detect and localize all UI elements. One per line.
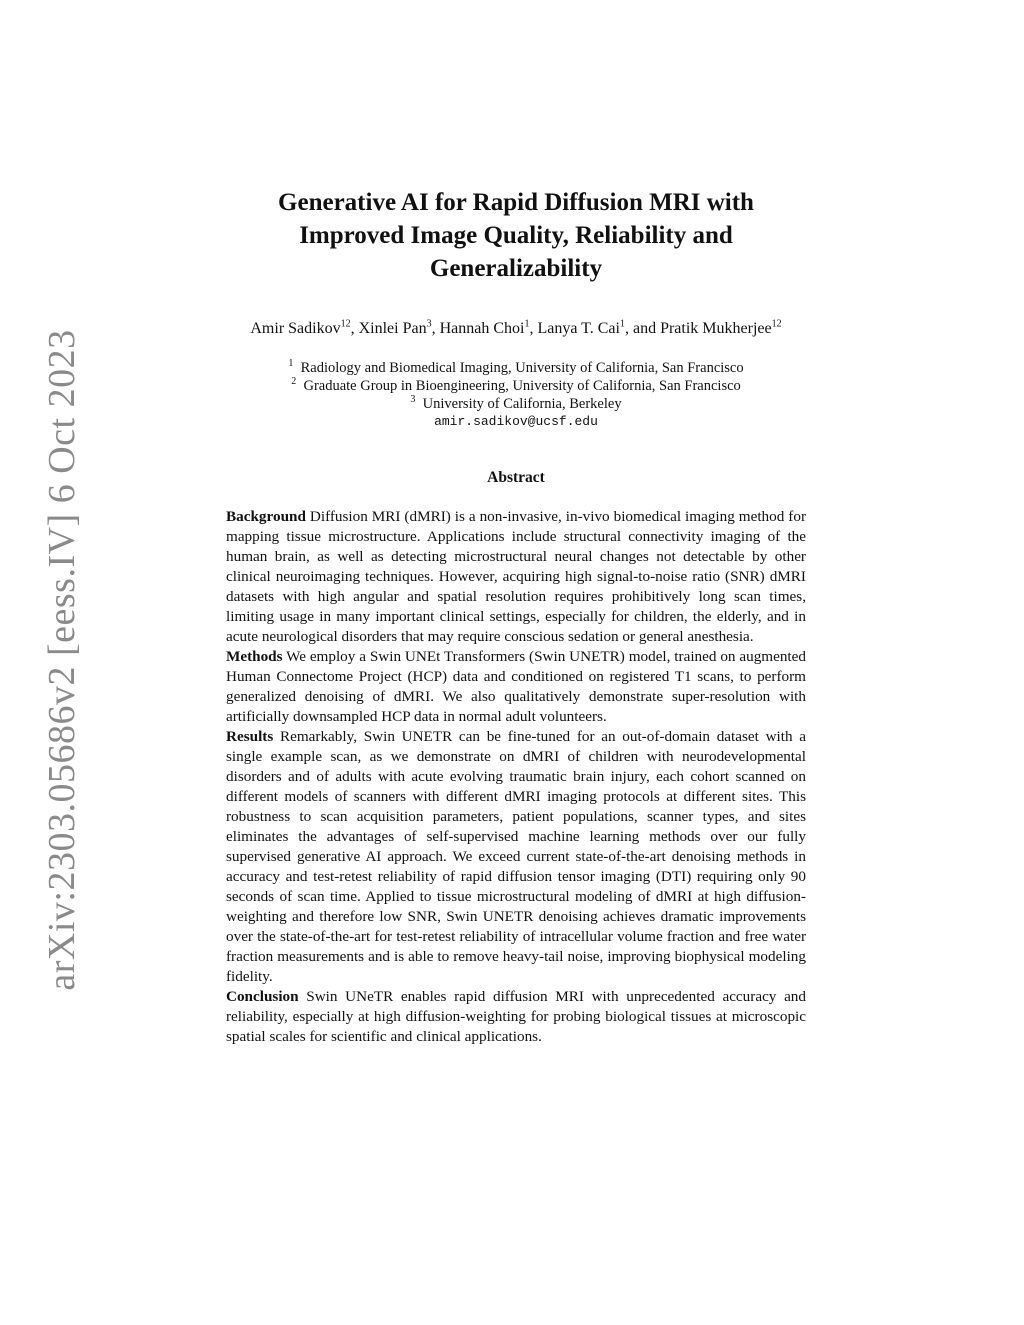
author-name: Lanya T. Cai xyxy=(537,320,620,337)
abstract-paragraph-conclusion: Conclusion Swin UNeTR enables rapid diffusion MRI with unprecedented accuracy and reliability, especially at high diffusion-weighting for probing biological tissues at microscopic spatial scales for scientific and clinical applications. xyxy=(226,988,806,1045)
author-name: Xinlei Pan xyxy=(358,320,427,337)
section-label: Results xyxy=(226,728,274,745)
author-affiliation-mark: 1 xyxy=(524,318,530,330)
abstract-paragraph-methods: Methods We employ a Swin UNEt Transformers (Swin UNETR) model, trained on augmented Human Connectome Project (HCP) data and conditioned on registered T1 scans, to perform generalized denoising of dMRI. We also qualitatively demonstrate super-resolution with artificially downsampled HCP data in normal adult volunteers. xyxy=(226,648,806,725)
abstract-body xyxy=(226,507,806,1047)
abstract-heading: Abstract xyxy=(487,469,545,486)
affiliation-line: $^1$ Radiology and Biomedical Imaging, University of California, San Francisco xyxy=(288,358,744,376)
paper-title: Generative AI for Rapid Diffusion MRI with Improved Image Quality, Reliability and Generalizability xyxy=(278,189,754,282)
affiliation-line: $^2$ Graduate Group in Bioengineering, University of California, San Francisco xyxy=(291,376,741,394)
affiliation-list xyxy=(226,359,806,431)
author-affiliation-mark: 12 xyxy=(771,318,782,330)
author-affiliation-mark: 12 xyxy=(340,318,351,330)
author-list: Amir Sadikov$^{12}$, Xinlei Pan$^3$, Hannah Choi$^1$, Lanya T. Cai$^1$, and Pratik Mukherjee$^{12}$ xyxy=(250,318,782,337)
author-affiliation-mark: 3 xyxy=(426,318,432,330)
affiliation-line: $^3$ University of California, Berkeley xyxy=(410,394,622,412)
abstract-paragraph-background: Background Diffusion MRI (dMRI) is a non-invasive, in-vivo biomedical imaging method for mapping tissue microstructure. Applications include structural connectivity imaging of the human brain, as well as detecting microstructural neural changes not detectable by other clinical neuroimaging techniques. However, acquiring high signal-to-noise ratio (SNR) dMRI datasets with high angular and spatial resolution requires prohibitively long scan times, limiting usage in many important clinical settings, especially for children, the elderly, and in acute neurological disorders that may require conscious sedation or general anesthesia. xyxy=(226,508,806,645)
author-name: Hannah Choi xyxy=(439,320,525,337)
abstract-paragraph-results: Results Remarkably, Swin UNETR can be fine-tuned for an out-of-domain dataset with a single example scan, as we demonstrate on dMRI of children with neurodevelopmental disorders and of adults with acute evolving traumatic brain injury, each cohort scanned on different models of scanners with different dMRI imaging protocols at different sites. This robustness to scan acquisition parameters, patient populations, scanner types, and sites eliminates the advantages of self-supervised machine learning methods over our fully supervised generative AI approach. We exceed current state-of-the-art denoising methods in accuracy and test-retest reliability of rapid diffusion tensor imaging (DTI) requiring only 90 seconds of scan time. Applied to tissue microstructural modeling of dMRI at high diffusion-weighting and therefore low SNR, Swin UNETR denoising achieves dramatic improvements over the state-of-the-art for test-retest reliability of intracellular volume fraction and free water fraction measurements and is able to remove heavy-tail noise, improving biophysical modeling fidelity. xyxy=(226,728,807,985)
author-name: Amir Sadikov xyxy=(250,320,341,337)
section-label: Methods xyxy=(226,648,283,665)
paper-page xyxy=(226,186,806,1047)
author-affiliation-mark: 1 xyxy=(619,318,625,330)
section-label: Conclusion xyxy=(226,988,299,1005)
contact-email[interactable]: amir.sadikov@ucsf.edu xyxy=(434,414,598,429)
arxiv-identifier: arXiv:2303.05686v2 [eess.IV] 6 Oct 2023 xyxy=(41,329,83,991)
author-name: Pratik Mukherjee xyxy=(660,320,772,337)
section-label: Background xyxy=(226,508,306,525)
